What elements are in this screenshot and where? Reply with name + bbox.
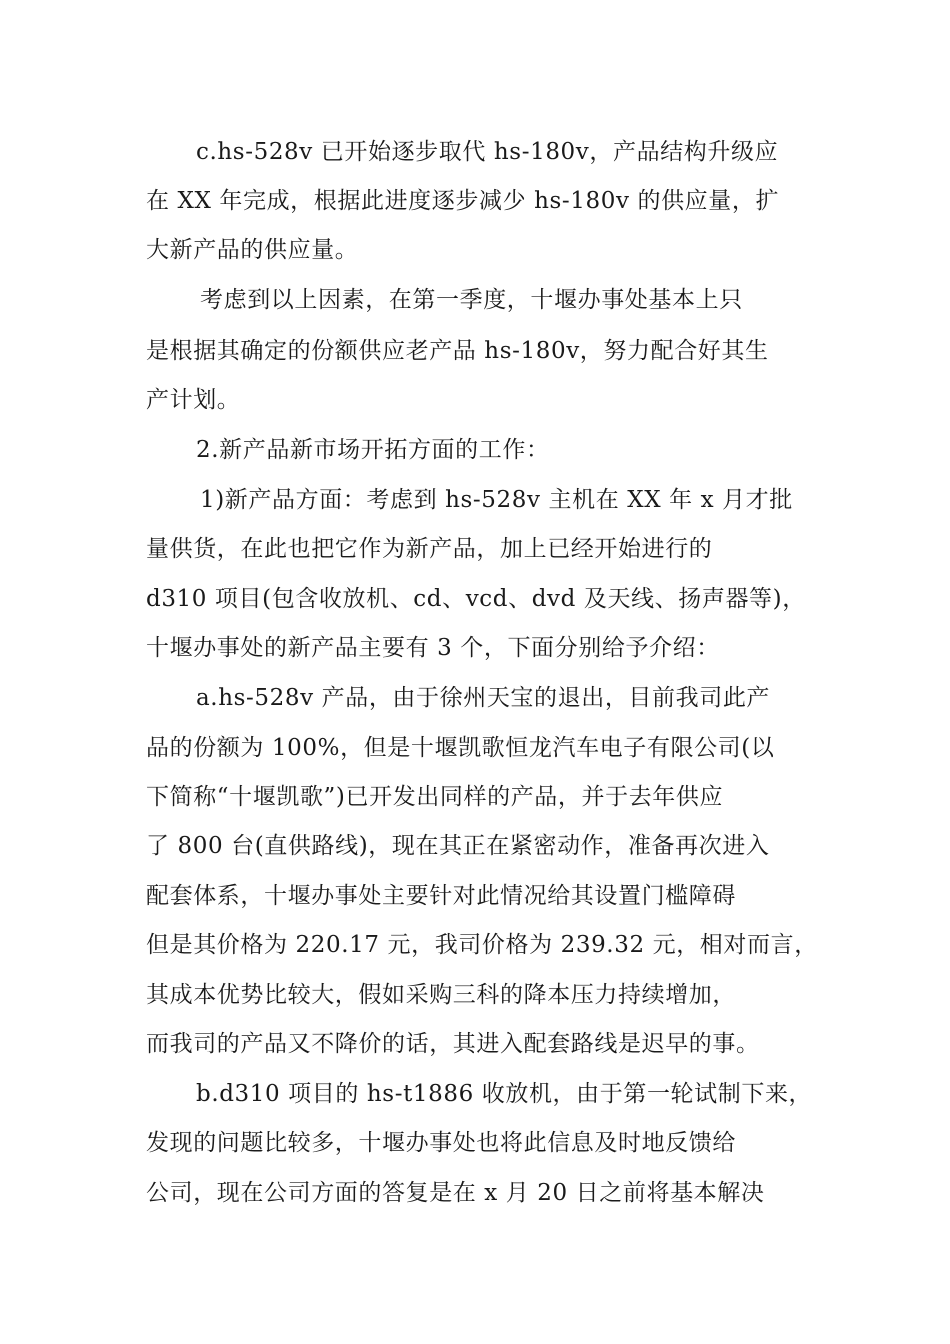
text-line-12: a.hs-528v 产品，由于徐州天宝的退出，目前我司此产 xyxy=(196,685,771,711)
text-line-11: 十堰办事处的新产品主要有 3 个，下面分别给予介绍： xyxy=(146,635,720,661)
text-line-18: 其成本优势比较大，假如采购三科的降本压力持续增加， xyxy=(146,982,736,1008)
text-line-8: 1)新产品方面：考虑到 hs-528v 主机在 XX 年 x 月才批 xyxy=(200,487,793,513)
text-line-13: 品的份额为 100%，但是十堰凯歌恒龙汽车电子有限公司(以 xyxy=(146,735,775,761)
text-line-6: 产计划。 xyxy=(146,387,241,413)
text-line-7: 2.新产品新市场开拓方面的工作： xyxy=(196,437,550,463)
text-line-3: 大新产品的供应量。 xyxy=(146,237,359,263)
text-line-16: 配套体系，十堰办事处主要针对此情况给其设置门槛障碍 xyxy=(146,883,736,909)
text-line-15: 了 800 台(直供路线)，现在其正在紧密动作，准备再次进入 xyxy=(146,833,770,859)
text-line-14: 下简称“十堰凯歌”)已开发出同样的产品，并于去年供应 xyxy=(146,784,724,810)
text-line-10: d310 项目(包含收放机、cd、vcd、dvd 及天线、扬声器等)， xyxy=(146,586,806,612)
text-line-9: 量供货，在此也把它作为新产品，加上已经开始进行的 xyxy=(146,536,713,562)
text-line-21: 发现的问题比较多，十堰办事处也将此信息及时地反馈给 xyxy=(146,1130,736,1156)
text-line-19: 而我司的产品又不降价的话，其进入配套路线是迟早的事。 xyxy=(146,1031,760,1057)
text-line-1: c.hs-528v 已开始逐步取代 hs-180v，产品结构升级应 xyxy=(196,139,779,165)
text-line-17: 但是其价格为 220.17 元，我司价格为 239.32 元，相对而言， xyxy=(146,932,818,958)
text-line-5: 是根据其确定的份额供应老产品 hs-180v，努力配合好其生 xyxy=(146,338,769,364)
text-line-22: 公司，现在公司方面的答复是在 x 月 20 日之前将基本解决 xyxy=(146,1180,765,1206)
text-line-20: b.d310 项目的 hs-t1886 收放机，由于第一轮试制下来， xyxy=(196,1081,813,1107)
text-line-4: 考虑到以上因素，在第一季度，十堰办事处基本上只 xyxy=(200,287,743,313)
text-line-2: 在 XX 年完成，根据此进度逐步减少 hs-180v 的供应量，扩 xyxy=(146,188,780,214)
